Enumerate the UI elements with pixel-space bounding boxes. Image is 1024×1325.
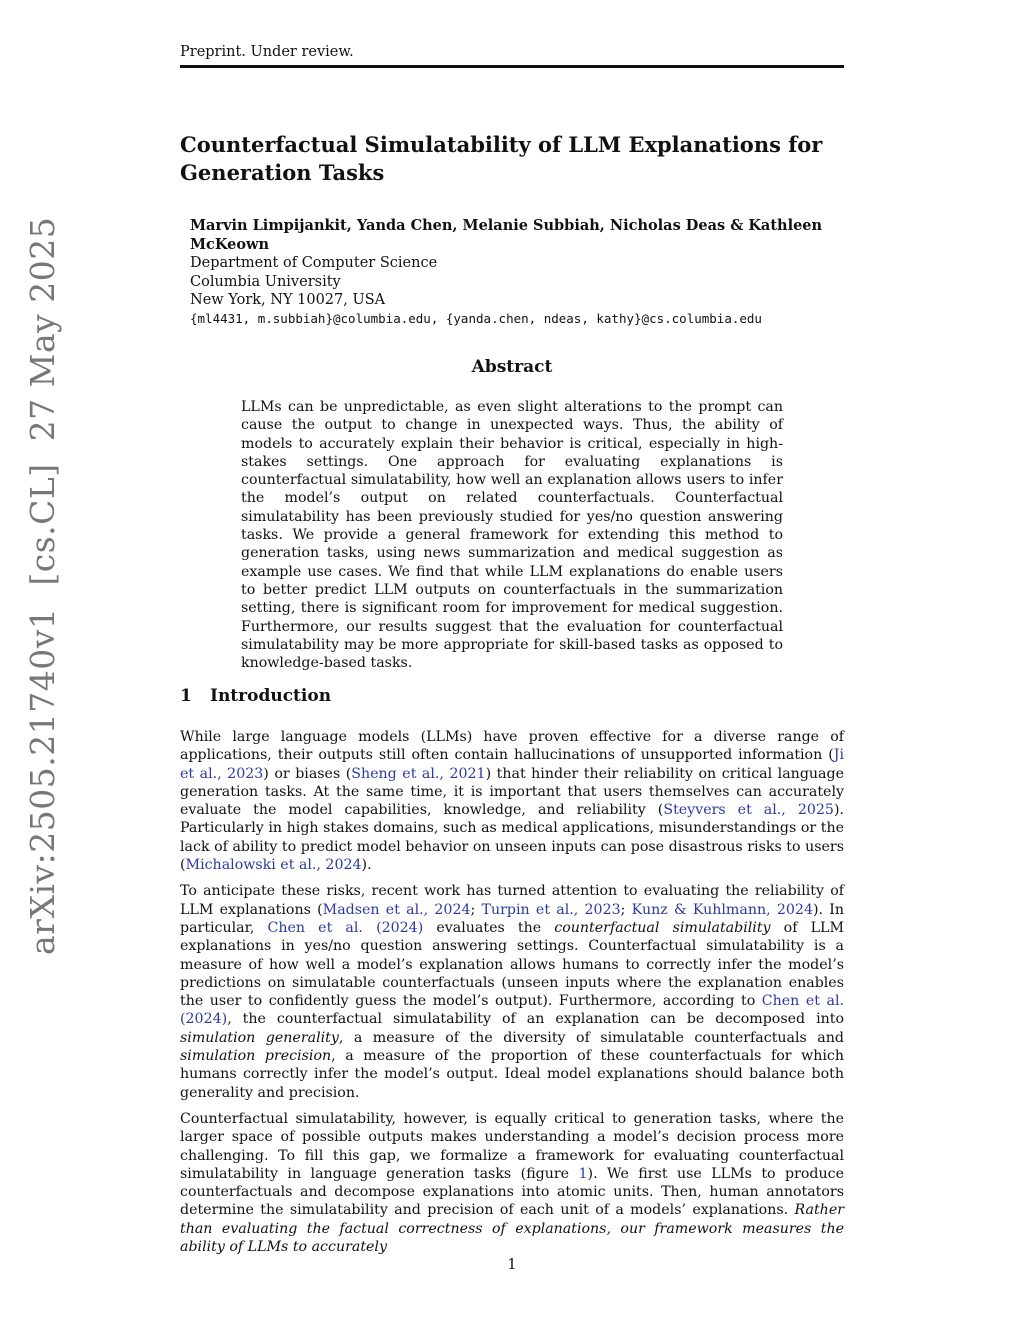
text-run: ). Particularly in high stakes domains, such as medical applications, misunderstandings or the lack of ability to predict model behavior on unseen inputs can pose disastrous risks to users ( — [180, 802, 844, 874]
paragraph-2 — [180, 882, 844, 1102]
arxiv-identifier — [23, 216, 63, 955]
text-run: ). We first use LLMs to produce counterfactuals and decompose explanations into atomic units. Then, human annotators determine the simulatability and precision of each unit of a models’ explanations. — [180, 1165, 844, 1219]
abstract-heading: Abstract — [471, 357, 553, 377]
author-emails[interactable]: {ml4431, m.subbiah}@columbia.edu, {yanda.chen, ndeas, kathy}@cs.columbia.edu — [190, 310, 762, 326]
author-department: Department of Computer Science — [190, 255, 438, 271]
section-heading — [180, 686, 844, 706]
arxiv-date: 27 May 2025 — [23, 216, 62, 442]
section-number: 1 — [180, 686, 192, 706]
text-run: To anticipate these risks, recent work has turned attention to evaluating the reliability of LLM explanations ( — [180, 883, 844, 918]
text-run: ; — [620, 901, 632, 918]
text-run: ) or biases ( — [263, 765, 352, 782]
abstract-text: LLMs can be unpredictable, as even slight alterations to the prompt can cause the output to change in unexpected ways. Thus, the ability of models to accurately explain their behavior is critical, especially in high-stakes settings. One approach for evaluating explanations is counterfactual simulatability, how well an explanation allows users to infer the model’s output on related counterfactuals. Counterfactual simulatability has been previously studied for yes/no question answering tasks. We provide a general framework for extending this method to generation tasks, using news summarization and medical suggestion as example use cases. We find that while LLM explanations do enable users to better predict LLM outputs on counterfactuals in the summarization setting, there is significant room for improvement for medical suggestion. Furthermore, our results suggest that the evaluation for counterfactual simulatability may be more appropriate for skill-based tasks as opposed to knowledge-based tasks. — [241, 399, 783, 672]
text-run: of LLM explanations in yes/no question answering settings. Counterfactual simulatability is a measure of how well a model’s explanation allows humans to correctly infer the model’s predictions on simulatable counterfactuals (unseen inputs where the explanation enables the user to confidently guess the model’s output). Furthermore, according to — [180, 919, 844, 1010]
text-run: ) that hinder their reliability on critical language generation tasks. At the same time, it is important that users themselves can accurately evaluate the model capabilities, knowledge, and reliability ( — [180, 765, 844, 819]
text-run: ; — [470, 901, 482, 918]
text-run: While large language models (LLMs) have proven effective for a diverse range of applications, their outputs still often contain hallucinations of unsupported information ( — [180, 729, 844, 764]
figure-link[interactable]: 1 — [578, 1165, 588, 1182]
text-run: ). In particular, — [180, 901, 844, 936]
citation-link[interactable]: Chen et al. (2024) — [267, 919, 424, 936]
author-university: Columbia University — [190, 273, 341, 290]
emphasis-term: simulation precision — [180, 1048, 332, 1065]
text-run: evaluates the — [423, 919, 555, 936]
citation-link[interactable]: Michalowski et al., 2024 — [185, 857, 362, 874]
emphasis-term: simulation generality — [180, 1029, 339, 1046]
paragraph-3 — [180, 1110, 844, 1256]
citation-link[interactable]: Ji et al., 2023 — [180, 747, 844, 782]
paragraph-1 — [180, 728, 844, 874]
arxiv-id[interactable]: arXiv:2505.21740v1 — [23, 607, 62, 955]
body-text — [180, 728, 844, 1264]
section-title: Introduction — [210, 686, 332, 706]
citation-link[interactable]: Sheng et al., 2021 — [351, 765, 486, 782]
text-run: Counterfactual simulatability, however, is equally critical to generation tasks, where the larger space of possible outputs makes understanding a model’s decision process more challenging. To fill this gap, we formalize a framework for evaluating counterfactual simulatability in language generation tasks (figure — [180, 1110, 844, 1182]
text-run: ). — [361, 857, 372, 874]
arxiv-category: [cs.CL] — [23, 463, 62, 586]
page-number: 1 — [507, 1257, 517, 1273]
citation-link[interactable]: Madsen et al., 2024 — [322, 901, 471, 918]
author-names: Marvin Limpijankit, Yanda Chen, Melanie Subbiah, Nicholas Deas & Kathleen McKeown — [190, 217, 823, 253]
emphasis-term: counterfactual simulatability — [554, 919, 771, 936]
citation-link[interactable]: Steyvers et al., 2025 — [663, 802, 834, 819]
citation-link[interactable]: Chen et al. (2024) — [180, 993, 844, 1028]
citation-link[interactable]: Kunz & Kuhlmann, 2024 — [631, 901, 813, 918]
text-run: , a measure of the proportion of these counterfactuals for which humans correctly infer the model’s output. Ideal model explanations should balance both generality and precision. — [180, 1048, 845, 1101]
paper-title: Counterfactual Simulatability of LLM Explanations for Generation Tasks — [180, 132, 823, 185]
citation-link[interactable]: Turpin et al., 2023 — [481, 901, 621, 918]
text-run: , the counterfactual simulatability of an explanation can be decomposed into — [227, 1011, 844, 1028]
emphasis-sentence: Rather than evaluating the factual correctness of explanations, our framework measures the ability of LLMs to accurately — [180, 1202, 844, 1256]
running-head: Preprint. Under review. — [180, 44, 844, 68]
author-block — [190, 217, 890, 328]
text-run: , a measure of the diversity of simulatable counterfactuals and — [338, 1029, 844, 1046]
author-address: New York, NY 10027, USA — [190, 292, 386, 308]
